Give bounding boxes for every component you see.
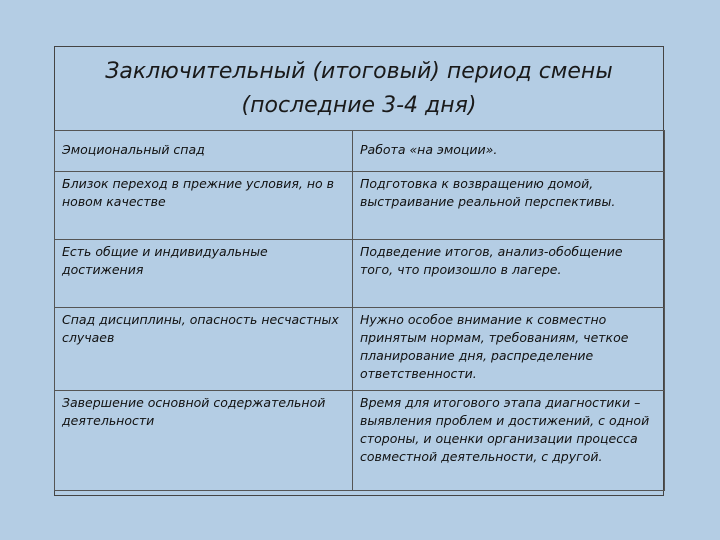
- table-cell-action: Подготовка к возвращению домой, выстраивание реальной перспективы.: [353, 172, 665, 240]
- slide-title: [55, 55, 663, 123]
- table-cell-characteristic: Эмоциональный спад: [55, 131, 353, 172]
- slide-title-line-1: Заключительный (итоговый) период смены: [105, 59, 613, 84]
- table-row: [55, 391, 665, 491]
- table-cell-action: Подведение итогов, анализ-обобщение того, что произошло в лагере.: [353, 240, 665, 308]
- table-row: [55, 131, 665, 172]
- table-row: [55, 240, 665, 308]
- table-row: [55, 308, 665, 391]
- table-cell-characteristic: Спад дисциплины, опасность несчастных случаев: [55, 308, 353, 391]
- table-cell-characteristic: Близок переход в прежние условия, но в новом качестве: [55, 172, 353, 240]
- table-cell-action: Нужно особое внимание к совместно принятым нормам, требованиям, четкое планирование дня, распределение ответственности.: [353, 308, 665, 391]
- table-cell-action: Работа «на эмоции».: [353, 131, 665, 172]
- table-row: [55, 172, 665, 240]
- period-table: [54, 130, 665, 491]
- table-cell-action: Время для итогового этапа диагностики – выявления проблем и достижений, с одной стороны, и оценки организации процесса совместной деятельности, с другой.: [353, 391, 665, 491]
- slide-title-line-2: (последние 3-4 дня): [241, 93, 477, 118]
- table-cell-characteristic: Есть общие и индивидуальные достижения: [55, 240, 353, 308]
- table-cell-characteristic: Завершение основной содержательной деятельности: [55, 391, 353, 491]
